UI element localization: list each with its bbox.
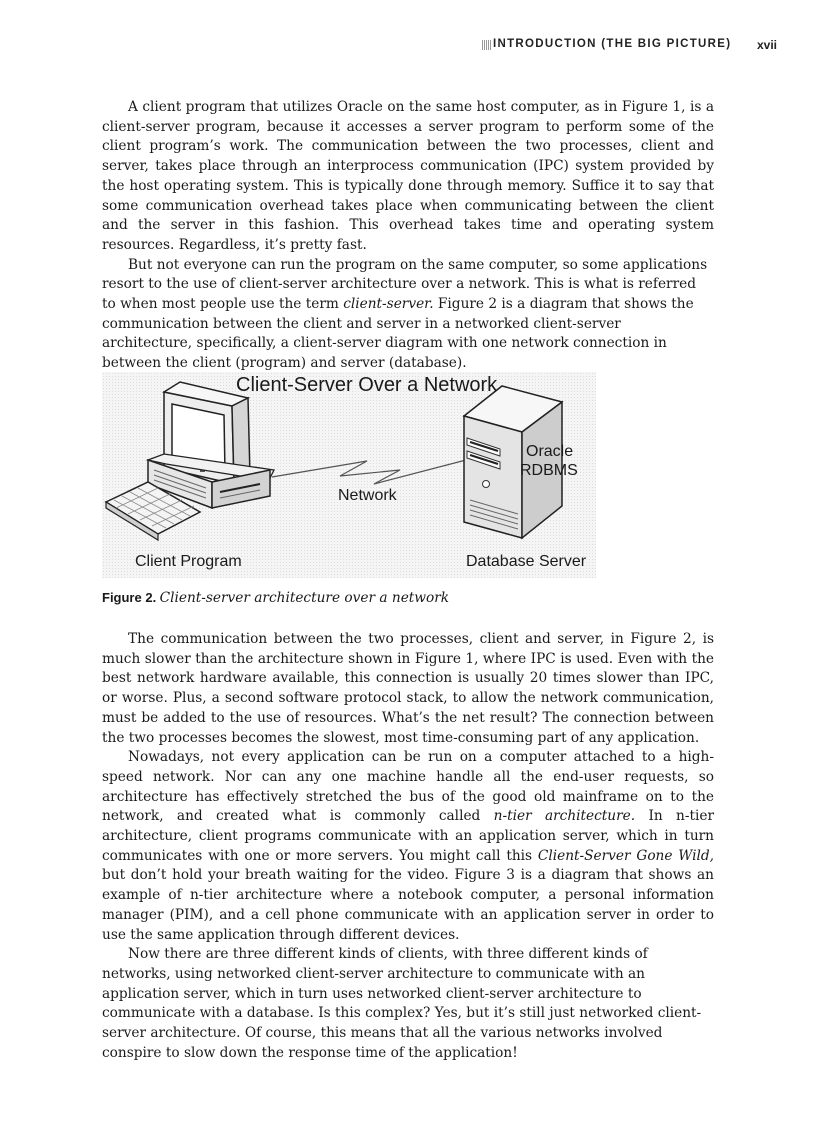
database-server-label: Database Server [466, 553, 587, 570]
text-run: But not everyone can run the program on the same computer, so some applications resort to the use of client-server architecture over a network. This is what is referred to when most people use the term [102, 256, 708, 313]
text-run: Figure 2 is a diagram that shows the communication between the client and server in a networked client-server architecture, specifically, a client-server diagram with one network connection in between the client (program) and server (database). [102, 296, 694, 372]
figure-caption [102, 590, 714, 606]
network-label: Network [338, 487, 397, 504]
paragraph [102, 98, 714, 256]
text-run: Nowadays, not every application can be run on a computer attached to a high-speed network. Nor can any one machine handle all the end-user requests, so architecture has effectively stretched the bus of the good old mainframe on to the network, and created what is commonly called [102, 749, 714, 825]
page-number: xvii [757, 38, 778, 52]
network-connection-line [272, 460, 466, 484]
term-emphasis: client-server. [343, 296, 434, 313]
running-header [0, 36, 816, 56]
caption-text: Client-server architecture over a network [159, 590, 450, 606]
paragraph [102, 945, 714, 1063]
paragraph [102, 748, 714, 945]
body-text-top [102, 98, 714, 374]
body-text-bottom [102, 630, 714, 1063]
term-emphasis: Client-Server Gone Wild, [537, 847, 714, 864]
header-marker-icon [482, 40, 492, 50]
server-label-rdbms: RDBMS [520, 462, 578, 479]
text-run: In n-tier architecture, client programs communicate with an application server, which in turn communicates with one or more servers. You might call this [102, 808, 714, 864]
term-emphasis: n-tier architecture. [493, 808, 636, 825]
paragraph [102, 630, 714, 748]
header-title: INTRODUCTION (THE BIG PICTURE) [493, 38, 732, 50]
text-run: The communication between the two processes, client and server, in Figure 2, is much slower than the architecture shown in Figure 1, where IPC is used. Even with the best network hardware available, this connection is usually 20 times slower than IPC, or worse. Plus, a second software protocol stack, to allow the network communication, must be added to the use of resources. What’s the net result? The connection between the two processes becomes the slowest, most time-consuming part of any application. [102, 631, 714, 746]
text-run: A client program that utilizes Oracle on the same host computer, as in Figure 1, is a client-server program, because it accesses a server program to perform some of the client program’s work. The communication between the two processes, client and server, takes place through an interprocess communication (IPC) system provided by the host operating system. This is typically done through memory. Suffice it to say that some communication overhead takes place when communicating between the client and the server in this fashion. This overhead takes time and operating system resources. Regardless, it’s pretty fast. [102, 99, 714, 253]
client-program-label: Client Program [135, 553, 242, 570]
paragraph [102, 256, 714, 374]
figure-title: Client-Server Over a Network [236, 374, 498, 396]
text-run: but don’t hold your breath waiting for the video. Figure 3 is a diagram that shows an example of n-tier architecture where a notebook computer, a personal information manager (PIM), and a cell phone communicate with an application server in order to use the same application through different devices. [102, 867, 714, 943]
text-run: Now there are three different kinds of clients, with three different kinds of networks, using networked client-server architecture to communicate with an application server, which in turn uses networked client-server architecture to communicate with a database. Is this complex? Yes, but it’s still just networked client-server architecture. Of course, this means that all the various networks involved conspire to slow down the response time of the application! [102, 946, 702, 1061]
server-label-oracle: Oracle [526, 443, 574, 460]
figure-client-server-diagram [102, 372, 596, 578]
caption-label: Figure 2. [102, 590, 157, 605]
